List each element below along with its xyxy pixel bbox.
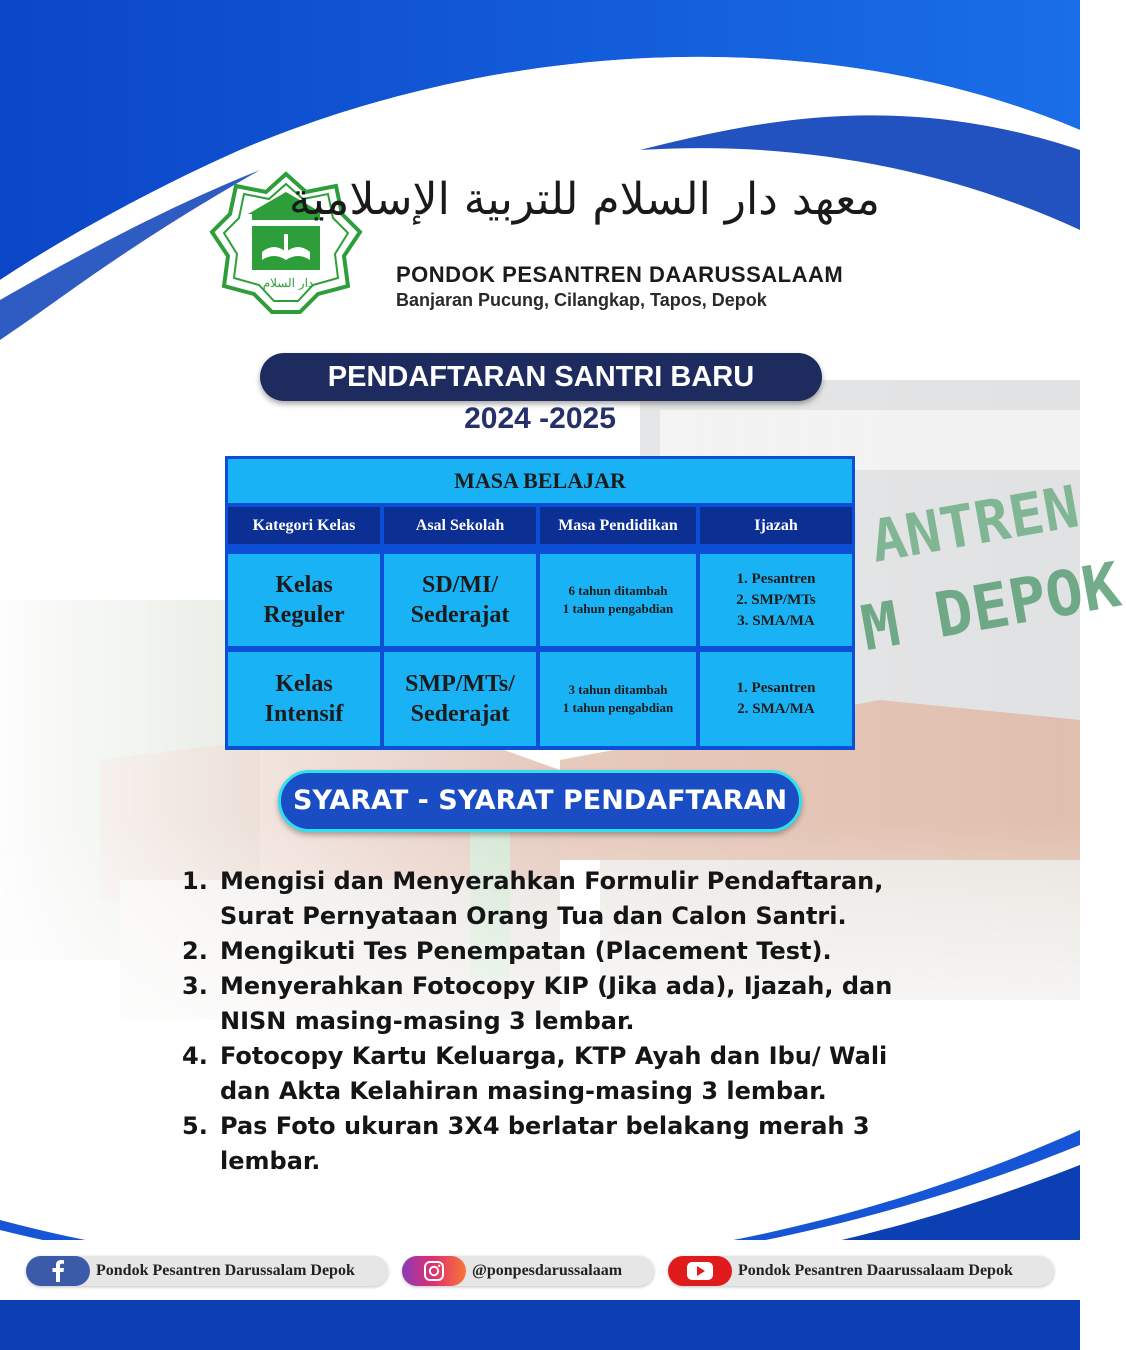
study-period-table	[225, 456, 855, 750]
row1-masa: 6 tahun ditambah 1 tahun pengabdian	[540, 554, 696, 646]
arabic-title: معهد دار السلام للتربية الإسلامية	[288, 174, 880, 225]
building-sign-line2: M DEPOK	[855, 547, 1126, 666]
requirement-item: 3. Menyerahkan Fotocopy KIP (Jika ada), Ijazah, dan NISN masing-masing 3 lembar.	[182, 972, 893, 1035]
row1-kategori: Kelas Reguler	[228, 554, 380, 646]
facebook-link[interactable]	[26, 1256, 388, 1286]
instagram-link[interactable]	[402, 1256, 654, 1286]
facebook-label: Pondok Pesantren Darussalam Depok	[96, 1262, 355, 1279]
youtube-label: Pondok Pesantren Daarussalaam Depok	[738, 1262, 1013, 1279]
facebook-icon	[26, 1256, 90, 1286]
school-address: Banjaran Pucung, Cilangkap, Tapos, Depok	[396, 290, 767, 310]
row1-asal: SD/MI/ Sederajat	[384, 554, 536, 646]
youtube-icon	[668, 1256, 732, 1286]
requirements-title-pill: SYARAT - SYARAT PENDAFTARAN	[278, 770, 802, 832]
requirement-item: 5. Pas Foto ukuran 3X4 berlatar belakang merah 3 lembar.	[182, 1112, 870, 1175]
row2-masa: 3 tahun ditambah 1 tahun pengabdian	[540, 652, 696, 746]
academic-year: 2024 -2025	[464, 402, 616, 435]
building-sign-line1: ANTREN	[865, 472, 1084, 576]
instagram-icon	[402, 1256, 466, 1286]
row2-kategori: Kelas Intensif	[228, 652, 380, 746]
youtube-link[interactable]	[668, 1256, 1054, 1286]
row2-asal: SMP/MTs/ Sederajat	[384, 652, 536, 746]
col-header-kategori: Kategori Kelas	[228, 507, 380, 544]
col-header-masa: Masa Pendidikan	[540, 507, 696, 544]
col-header-ijazah: Ijazah	[700, 507, 852, 544]
requirement-item: 1. Mengisi dan Menyerahkan Formulir Pendaftaran, Surat Pernyataan Orang Tua dan Calon Santri.	[182, 867, 884, 930]
col-header-asal: Asal Sekolah	[384, 507, 536, 544]
instagram-label: @ponpesdarussalaam	[472, 1262, 623, 1279]
table-title: MASA BELAJAR	[228, 459, 852, 503]
registration-title-pill: PENDAFTARAN SANTRI BARU	[260, 353, 822, 401]
row1-ijazah: 1. Pesantren 2. SMP/MTs 3. SMA/MA	[700, 554, 852, 646]
requirement-item: 2. Mengikuti Tes Penempatan (Placement Test).	[182, 937, 832, 965]
requirements-list	[182, 864, 942, 1179]
logo-caption: دار السلام	[262, 276, 314, 290]
school-name: PONDOK PESANTREN DAARUSSALAAM	[396, 262, 844, 287]
row2-ijazah: 1. Pesantren 2. SMA/MA	[700, 652, 852, 746]
requirement-item: 4. Fotocopy Kartu Keluarga, KTP Ayah dan Ibu/ Wali dan Akta Kelahiran masing-masing 3 lembar.	[182, 1042, 888, 1105]
